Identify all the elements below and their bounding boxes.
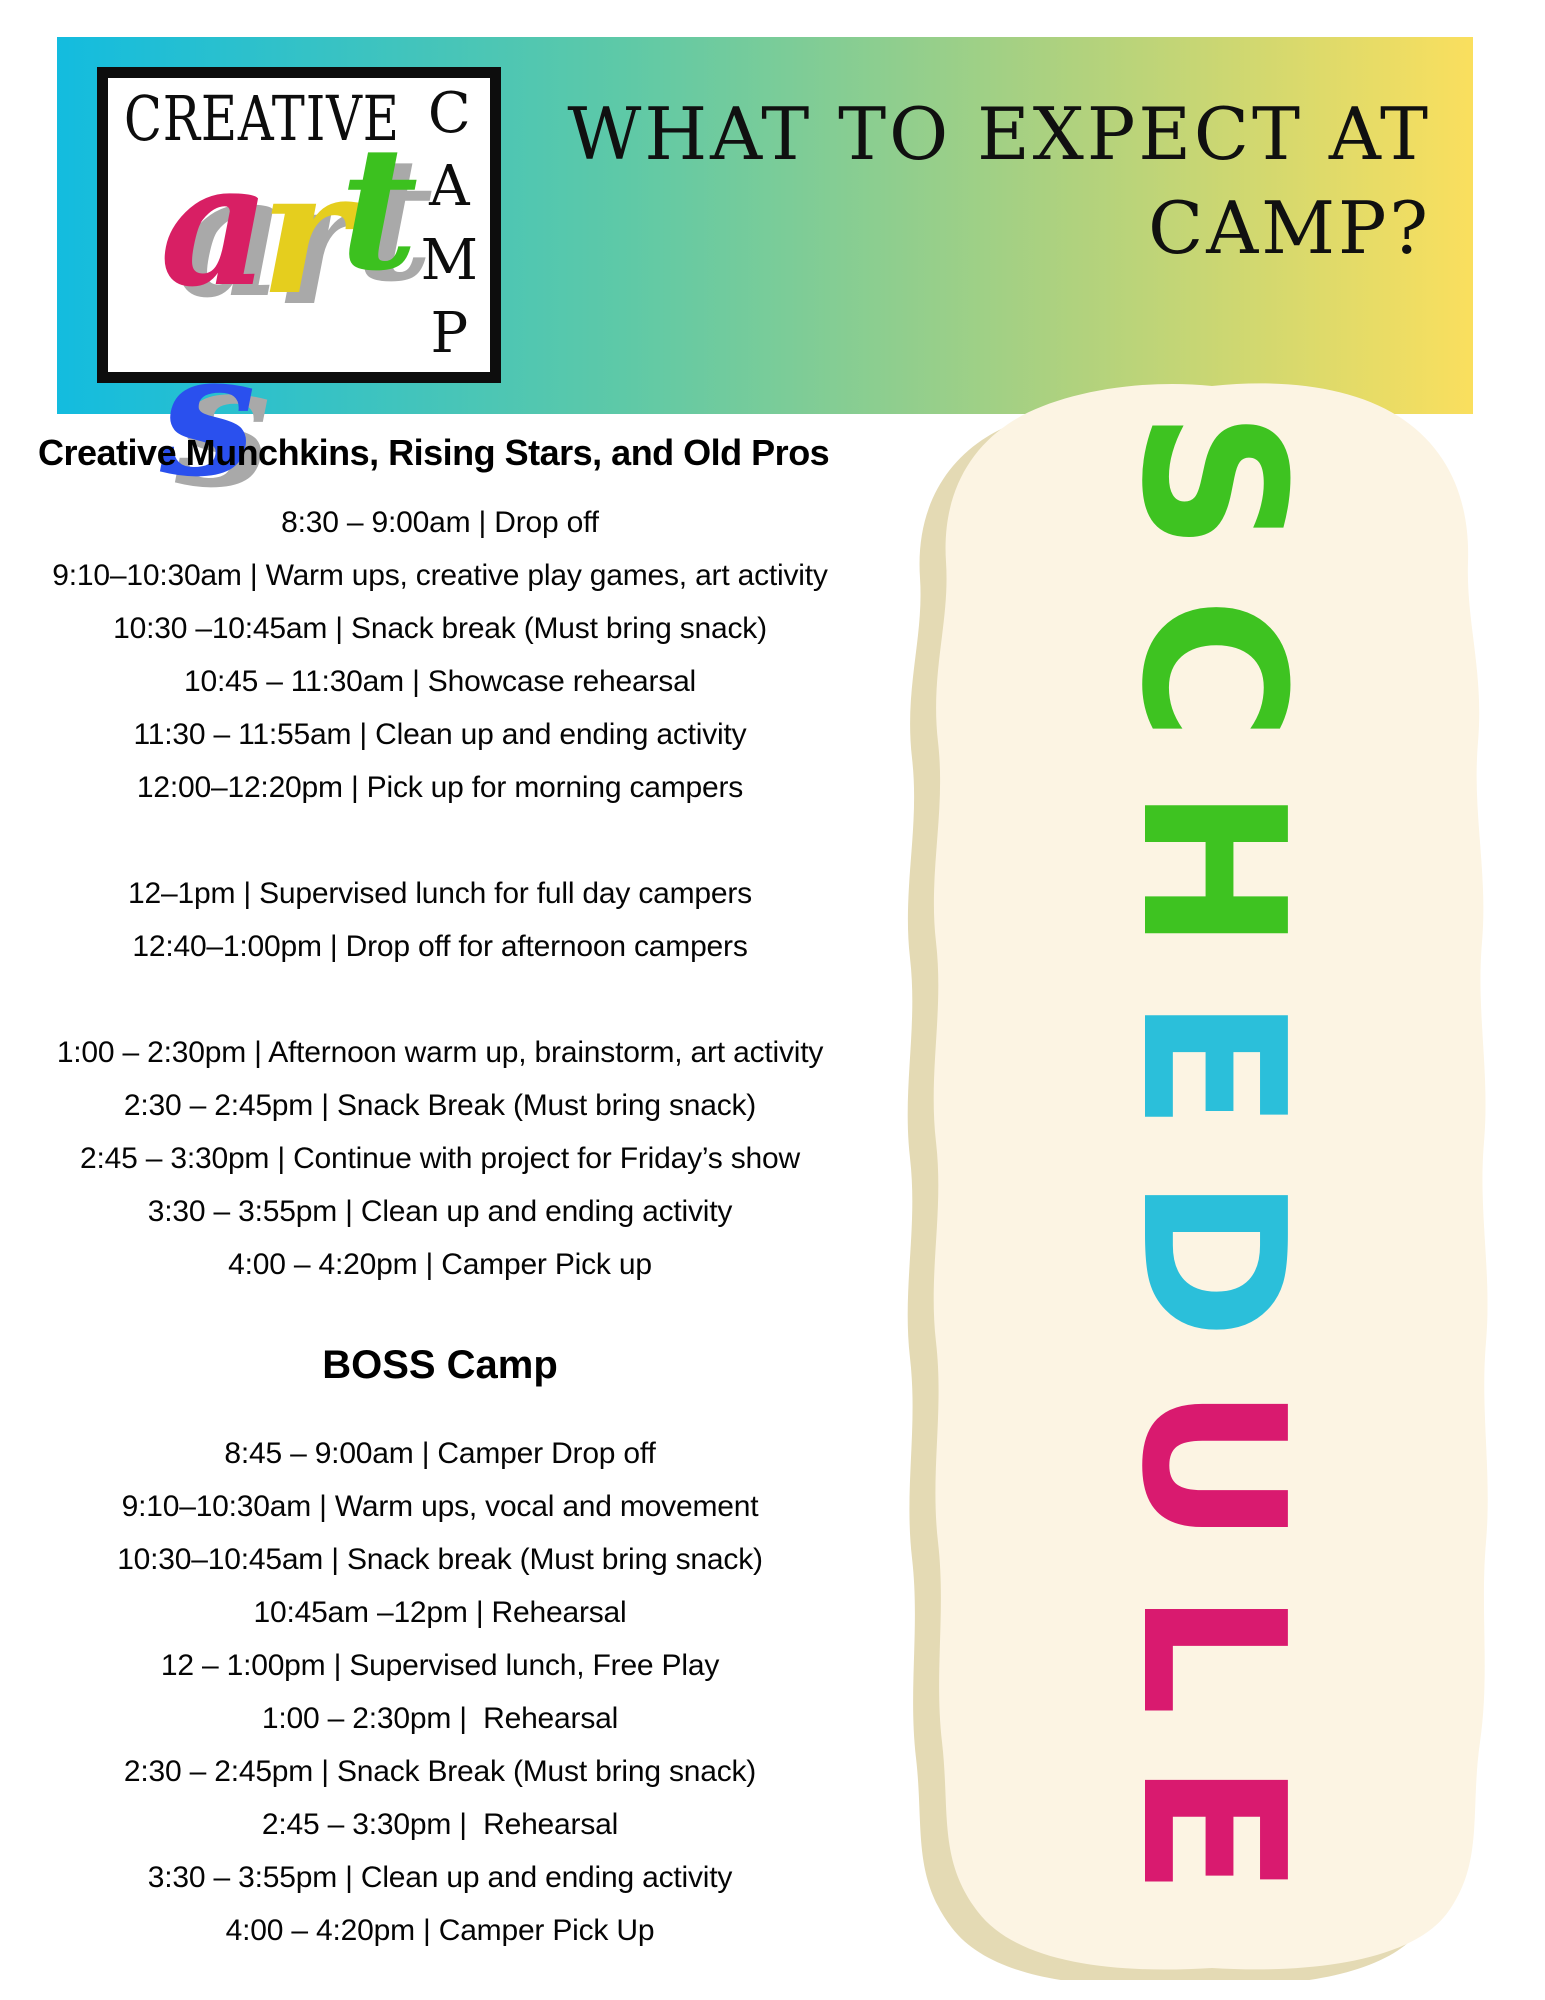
schedule-line: 12:00–12:20pm | Pick up for morning campers	[136, 771, 744, 804]
section-heading: Creative Munchkins, Rising Stars, and Old Pros	[38, 432, 830, 473]
schedule-word-art	[888, 372, 1536, 1980]
schedule-line: 10:45 – 11:30am | Showcase rehearsal	[183, 665, 697, 698]
schedule-group	[0, 1026, 880, 1291]
schedule-letter: D	[1098, 1177, 1326, 1386]
schedule-letter: E	[1098, 997, 1326, 1178]
schedule-line: 1:00 – 2:30pm | Afternoon warm up, brainstorm, art activity	[56, 1036, 824, 1069]
schedule-line: 10:45am –12pm | Rehearsal	[253, 1596, 627, 1629]
schedule-line: 8:45 – 9:00am | Camper Drop off	[224, 1437, 656, 1470]
schedule-content	[0, 428, 880, 1957]
section-munchkins-rising-stars-old-pros	[0, 428, 880, 1291]
section-schedule-groups	[0, 496, 880, 1291]
section-heading: BOSS Camp	[322, 1343, 558, 1387]
section-schedule-groups	[0, 1427, 880, 1957]
schedule-group	[0, 496, 880, 814]
schedule-letter: E	[1098, 1761, 1326, 1942]
schedule-line: 9:10–10:30am | Warm ups, vocal and movement	[121, 1490, 759, 1523]
schedule-line: 2:30 – 2:45pm | Snack Break (Must bring snack)	[123, 1755, 757, 1788]
schedule-line: 1:00 – 2:30pm | Rehearsal	[261, 1702, 619, 1735]
schedule-line: 10:30–10:45am | Snack break (Must bring snack)	[117, 1543, 763, 1576]
schedule-line: 2:30 – 2:45pm | Snack Break (Must bring snack)	[123, 1089, 757, 1122]
schedule-line: 12 – 1:00pm | Supervised lunch, Free Play	[160, 1649, 720, 1682]
schedule-line: 2:45 – 3:30pm | Continue with project for Friday’s show	[80, 1142, 800, 1175]
schedule-line: 3:30 – 3:55pm | Clean up and ending activity	[147, 1861, 733, 1894]
logo-arts-letter: t	[339, 109, 409, 309]
banner-title-line1: WHAT TO EXPECT AT	[567, 92, 1431, 176]
schedule-line: 4:00 – 4:20pm | Camper Pick up	[228, 1248, 652, 1281]
schedule-line: 12–1pm | Supervised lunch for full day campers	[128, 877, 752, 910]
schedule-line: 4:00 – 4:20pm | Camper Pick Up	[225, 1914, 655, 1947]
logo-arts-letter: s	[160, 315, 246, 515]
schedule-group	[0, 867, 880, 973]
schedule-letter: C	[1098, 597, 1326, 788]
banner-title-line2: CAMP?	[1148, 186, 1431, 270]
logo-arts-letter: r	[260, 133, 340, 333]
schedule-letter: L	[1098, 1591, 1326, 1762]
logo-camp-letter: M	[420, 227, 478, 293]
schedule-line: 2:45 – 3:30pm | Rehearsal	[261, 1808, 619, 1841]
logo-camp-letter: P	[430, 300, 469, 366]
section-boss-camp	[0, 1337, 880, 1957]
logo-camp-letter: A	[429, 154, 470, 220]
schedule-line: 10:30 –10:45am | Snack break (Must bring snack)	[113, 612, 767, 645]
schedule-line: 8:30 – 9:00am | Drop off	[281, 506, 599, 539]
logo-arts-letter: a	[160, 125, 261, 325]
schedule-vertical-word	[1098, 410, 1326, 1942]
schedule-line: 11:30 – 11:55am | Clean up and ending activity	[133, 718, 747, 751]
schedule-line: 12:40–1:00pm | Drop off for afternoon campers	[132, 930, 748, 963]
schedule-group	[0, 1427, 880, 1957]
logo-creative-text: CREATIVE	[124, 82, 400, 155]
logo-camp-letter: C	[427, 81, 471, 146]
schedule-line: 9:10–10:30am | Warm ups, creative play games, art activity	[52, 559, 828, 592]
banner-title	[567, 87, 1431, 275]
schedule-letter: U	[1098, 1385, 1326, 1592]
schedule-line: 3:30 – 3:55pm | Clean up and ending activity	[147, 1195, 733, 1228]
schedule-letter: H	[1098, 787, 1326, 998]
schedule-letter: S	[1098, 410, 1326, 598]
